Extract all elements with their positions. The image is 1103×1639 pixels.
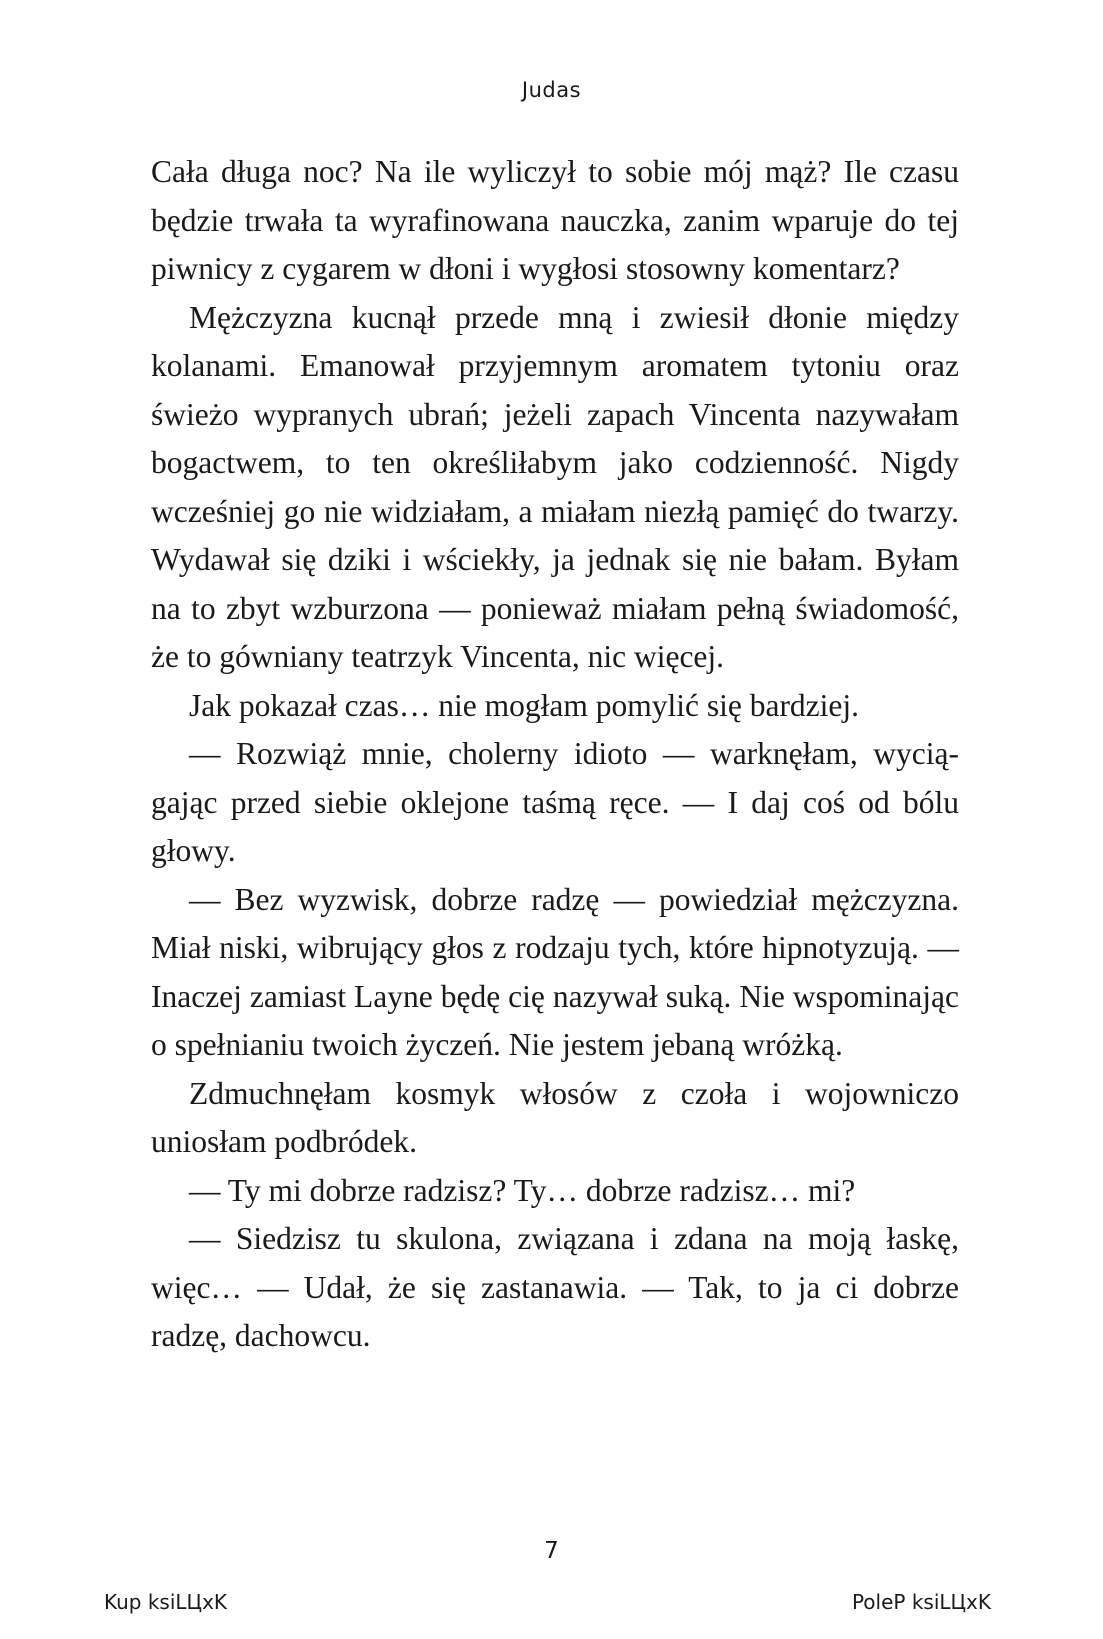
paragraph: — Siedzisz tu skulona, związana i zdana na moją łaskę, więc… — Udał, że się zastanawia. — Tak, to ja ci dobrze radzę, dachowcu. [151, 1221, 959, 1353]
paragraph: — Rozwiąż mnie, cholerny idioto — warknęłam, wyciągając przed siebie oklejone taśmą ręce. — I daj coś od bólu głowy. [151, 736, 959, 868]
paragraph: Zdmuchnęłam kosmyk włosów z czoła i wojowniczo uniosłam podbródek. [151, 1075, 959, 1159]
paragraph: Cała długa noc? Na ile wyliczył to sobie mój mąż? Ile czasu będzie trwała ta wyrafinowana nauczka, zanim wparuje do tej piwnicy z cygarem w dłoni i wygłosi stosowny komentarz? [151, 154, 959, 286]
paragraph: Mężczyzna kucnął przede mną i zwiesił dłonie między kolanami. Emanował przyjemnym aromatem tytoniu oraz świeżo wypranych ubrań; jeżeli zapach Vincenta nazywałam bogactwem, to ten określiłabym jako codzienność. Nigdy wcześniej go nie widziałam, a miałam niezłą pamięć do twarzy. Wydawał się dziki i wściekły, ja jednak się nie bałam. Byłam na to zbyt wzburzona — ponieważ miałam pełną świadomość, że to gówniany teatrzyk Vincenta, nic więcej. [151, 299, 959, 674]
body-text [151, 148, 959, 1361]
paragraph: — Bez wyzwisk, dobrze radzę — powiedział mężczyzna. Miał niski, wibrujący głos z rodzaju tych, które hipnotyzują. — Inaczej zamiast Layne będę cię nazywał suką. Nie wspominając o spełnianiu twoich życzeń. Nie jestem jebaną wróżką. [151, 881, 959, 1062]
buy-book-link[interactable]: Kup ksiLЦxK [104, 1590, 228, 1614]
recommend-book-link[interactable]: PoleP ksiLЦxK [851, 1590, 991, 1614]
paragraph: — Ty mi dobrze radzisz? Ty… dobrze radzisz… mi? [189, 1172, 856, 1208]
page-number: 7 [544, 1538, 559, 1564]
running-header: Judas [521, 78, 582, 102]
paragraph: Jak pokazał czas… nie mogłam pomylić się bardziej. [189, 687, 860, 723]
